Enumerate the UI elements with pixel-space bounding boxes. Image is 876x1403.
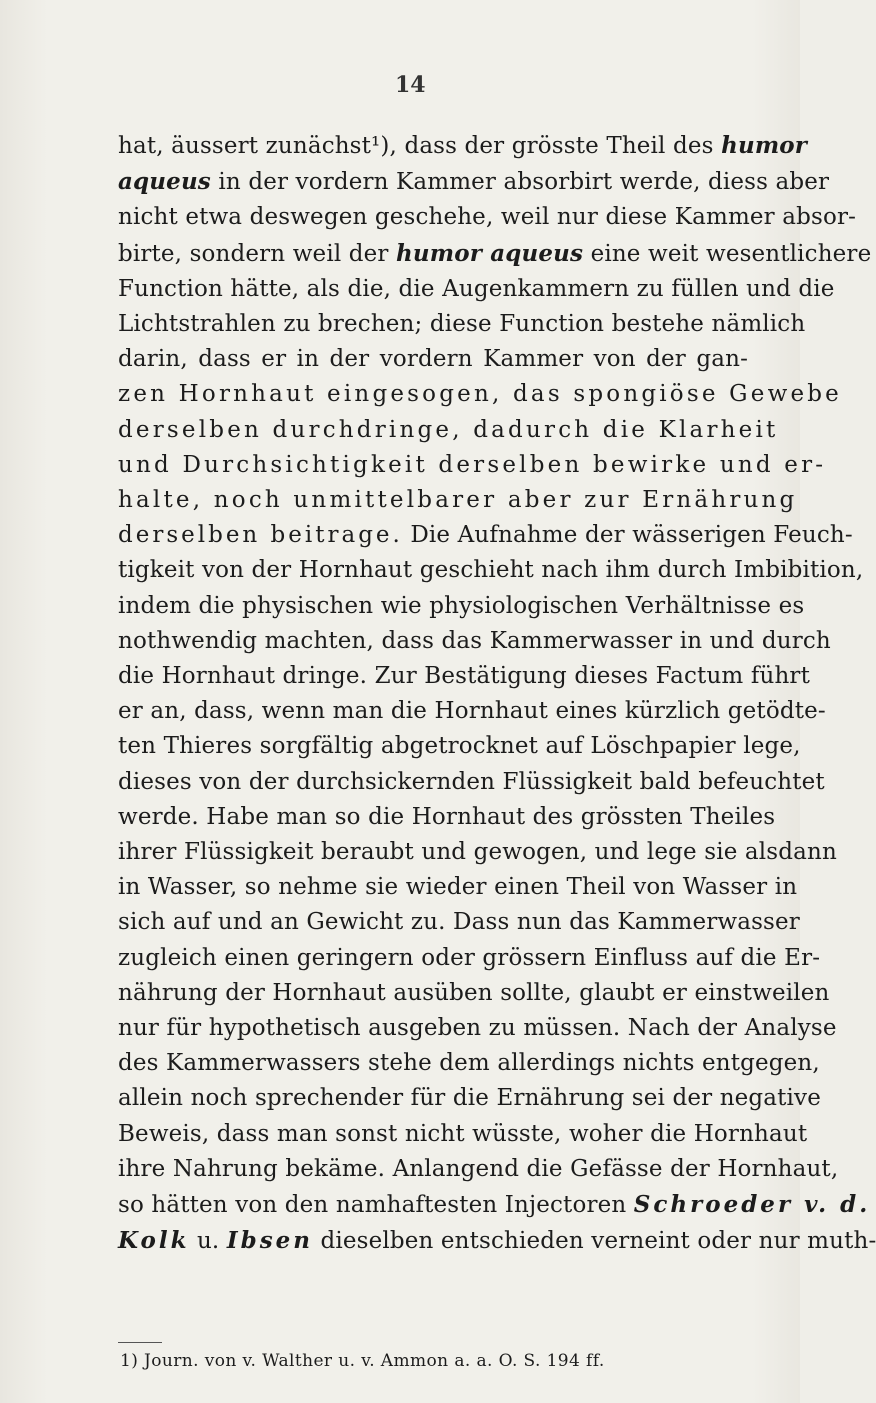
- text-line: aqueus in der vordern Kammer absorbirt werde, diess aber: [118, 168, 830, 196]
- text-line: werde. Habe man so die Hornhaut des grössten Theiles: [118, 803, 776, 830]
- text-line-emphasis: und Durchsichtigkeit derselben bewirke und er-: [118, 451, 827, 478]
- text-line: in Wasser, so nehme sie wieder einen Theil von Wasser in: [118, 874, 798, 901]
- body-text: [118, 128, 876, 1260]
- text-line: sich auf und an Gewicht zu. Dass nun das Kammerwasser: [118, 909, 800, 936]
- text-line: die Hornhaut dringe. Zur Bestätigung dieses Factum führt: [118, 663, 810, 690]
- text-line: dieses von der durchsickernden Flüssigkeit bald befeuchtet: [118, 768, 825, 795]
- text-line-emphasis: zen Hornhaut eingesogen, das spongiöse Gewebe: [118, 381, 842, 408]
- text-line: so hätten von den namhaftesten Injectoren Schroeder v. d.: [118, 1191, 871, 1219]
- text-line: er an, dass, wenn man die Hornhaut eines kürzlich getödte-: [118, 698, 826, 725]
- text-line: tigkeit von der Hornhaut geschieht nach ihm durch Imbibition,: [118, 557, 864, 584]
- text-line: Kolk u. Ibsen dieselben entschieden verneint oder nur muth-: [118, 1227, 876, 1255]
- text-line: indem die physischen wie physiologischen Verhältnisse es: [118, 592, 805, 619]
- text-line: des Kammerwassers stehe dem allerdings nichts entgegen,: [118, 1050, 820, 1077]
- text-line: Lichtstrahlen zu brechen; diese Function bestehe nämlich: [118, 311, 806, 338]
- text-line: nothwendig machten, dass das Kammerwasser in und durch: [118, 627, 831, 654]
- author-name: Schroeder v. d.: [633, 1191, 871, 1219]
- text-line-emphasis: derselben durchdringe, dadurch die Klarheit: [118, 416, 779, 443]
- page-number: 14: [395, 72, 426, 98]
- text-line: nicht etwa deswegen geschehe, weil nur diese Kammer absor-: [118, 204, 857, 231]
- text-line: nährung der Hornhaut ausüben sollte, glaubt er einstweilen: [118, 979, 830, 1006]
- text-line: darin, dass er in der vordern Kammer von der gan-: [118, 346, 748, 373]
- latin-term: humor: [721, 132, 808, 159]
- text-line: ihrer Flüssigkeit beraubt und gewogen, und lege sie alsdann: [118, 839, 837, 866]
- text-line: ihre Nahrung bekäme. Anlangend die Gefässe der Hornhaut,: [118, 1155, 839, 1182]
- text-line: zugleich einen geringern oder grössern Einfluss auf die Er-: [118, 944, 821, 971]
- text-line: Beweis, dass man sonst nicht wüsste, woher die Hornhaut: [118, 1120, 808, 1147]
- author-name: Kolk: [118, 1227, 190, 1255]
- latin-term: humor aqueus: [396, 239, 584, 267]
- text-line-emphasis: halte, noch unmittelbarer aber zur Ernährung: [118, 487, 798, 514]
- emphasis-phrase: derselben beitrage.: [118, 522, 403, 549]
- text-line: nur für hypothetisch ausgeben zu müssen. Nach der Analyse: [118, 1015, 837, 1042]
- footnote-divider: [118, 1342, 162, 1343]
- author-name: Ibsen: [226, 1227, 314, 1255]
- text-line: birte, sondern weil der humor aqueus eine weit wesentlichere: [118, 239, 872, 267]
- text-line: Function hätte, als die, die Augenkammern zu füllen und die: [118, 275, 835, 302]
- footnote: 1) Journ. von v. Walther u. v. Ammon a. a. O. S. 194 ff.: [120, 1351, 605, 1371]
- text-line: ten Thieres sorgfältig abgetrocknet auf Löschpapier lege,: [118, 733, 801, 760]
- text-line: hat, äussert zunächst¹), dass der grösste Theil des humor: [118, 132, 808, 159]
- text-line: allein noch sprechender für die Ernährung sei der negative: [118, 1085, 821, 1112]
- text-line: derselben beitrage. Die Aufnahme der wässerigen Feuch-: [118, 522, 853, 549]
- latin-term: aqueus: [118, 168, 211, 196]
